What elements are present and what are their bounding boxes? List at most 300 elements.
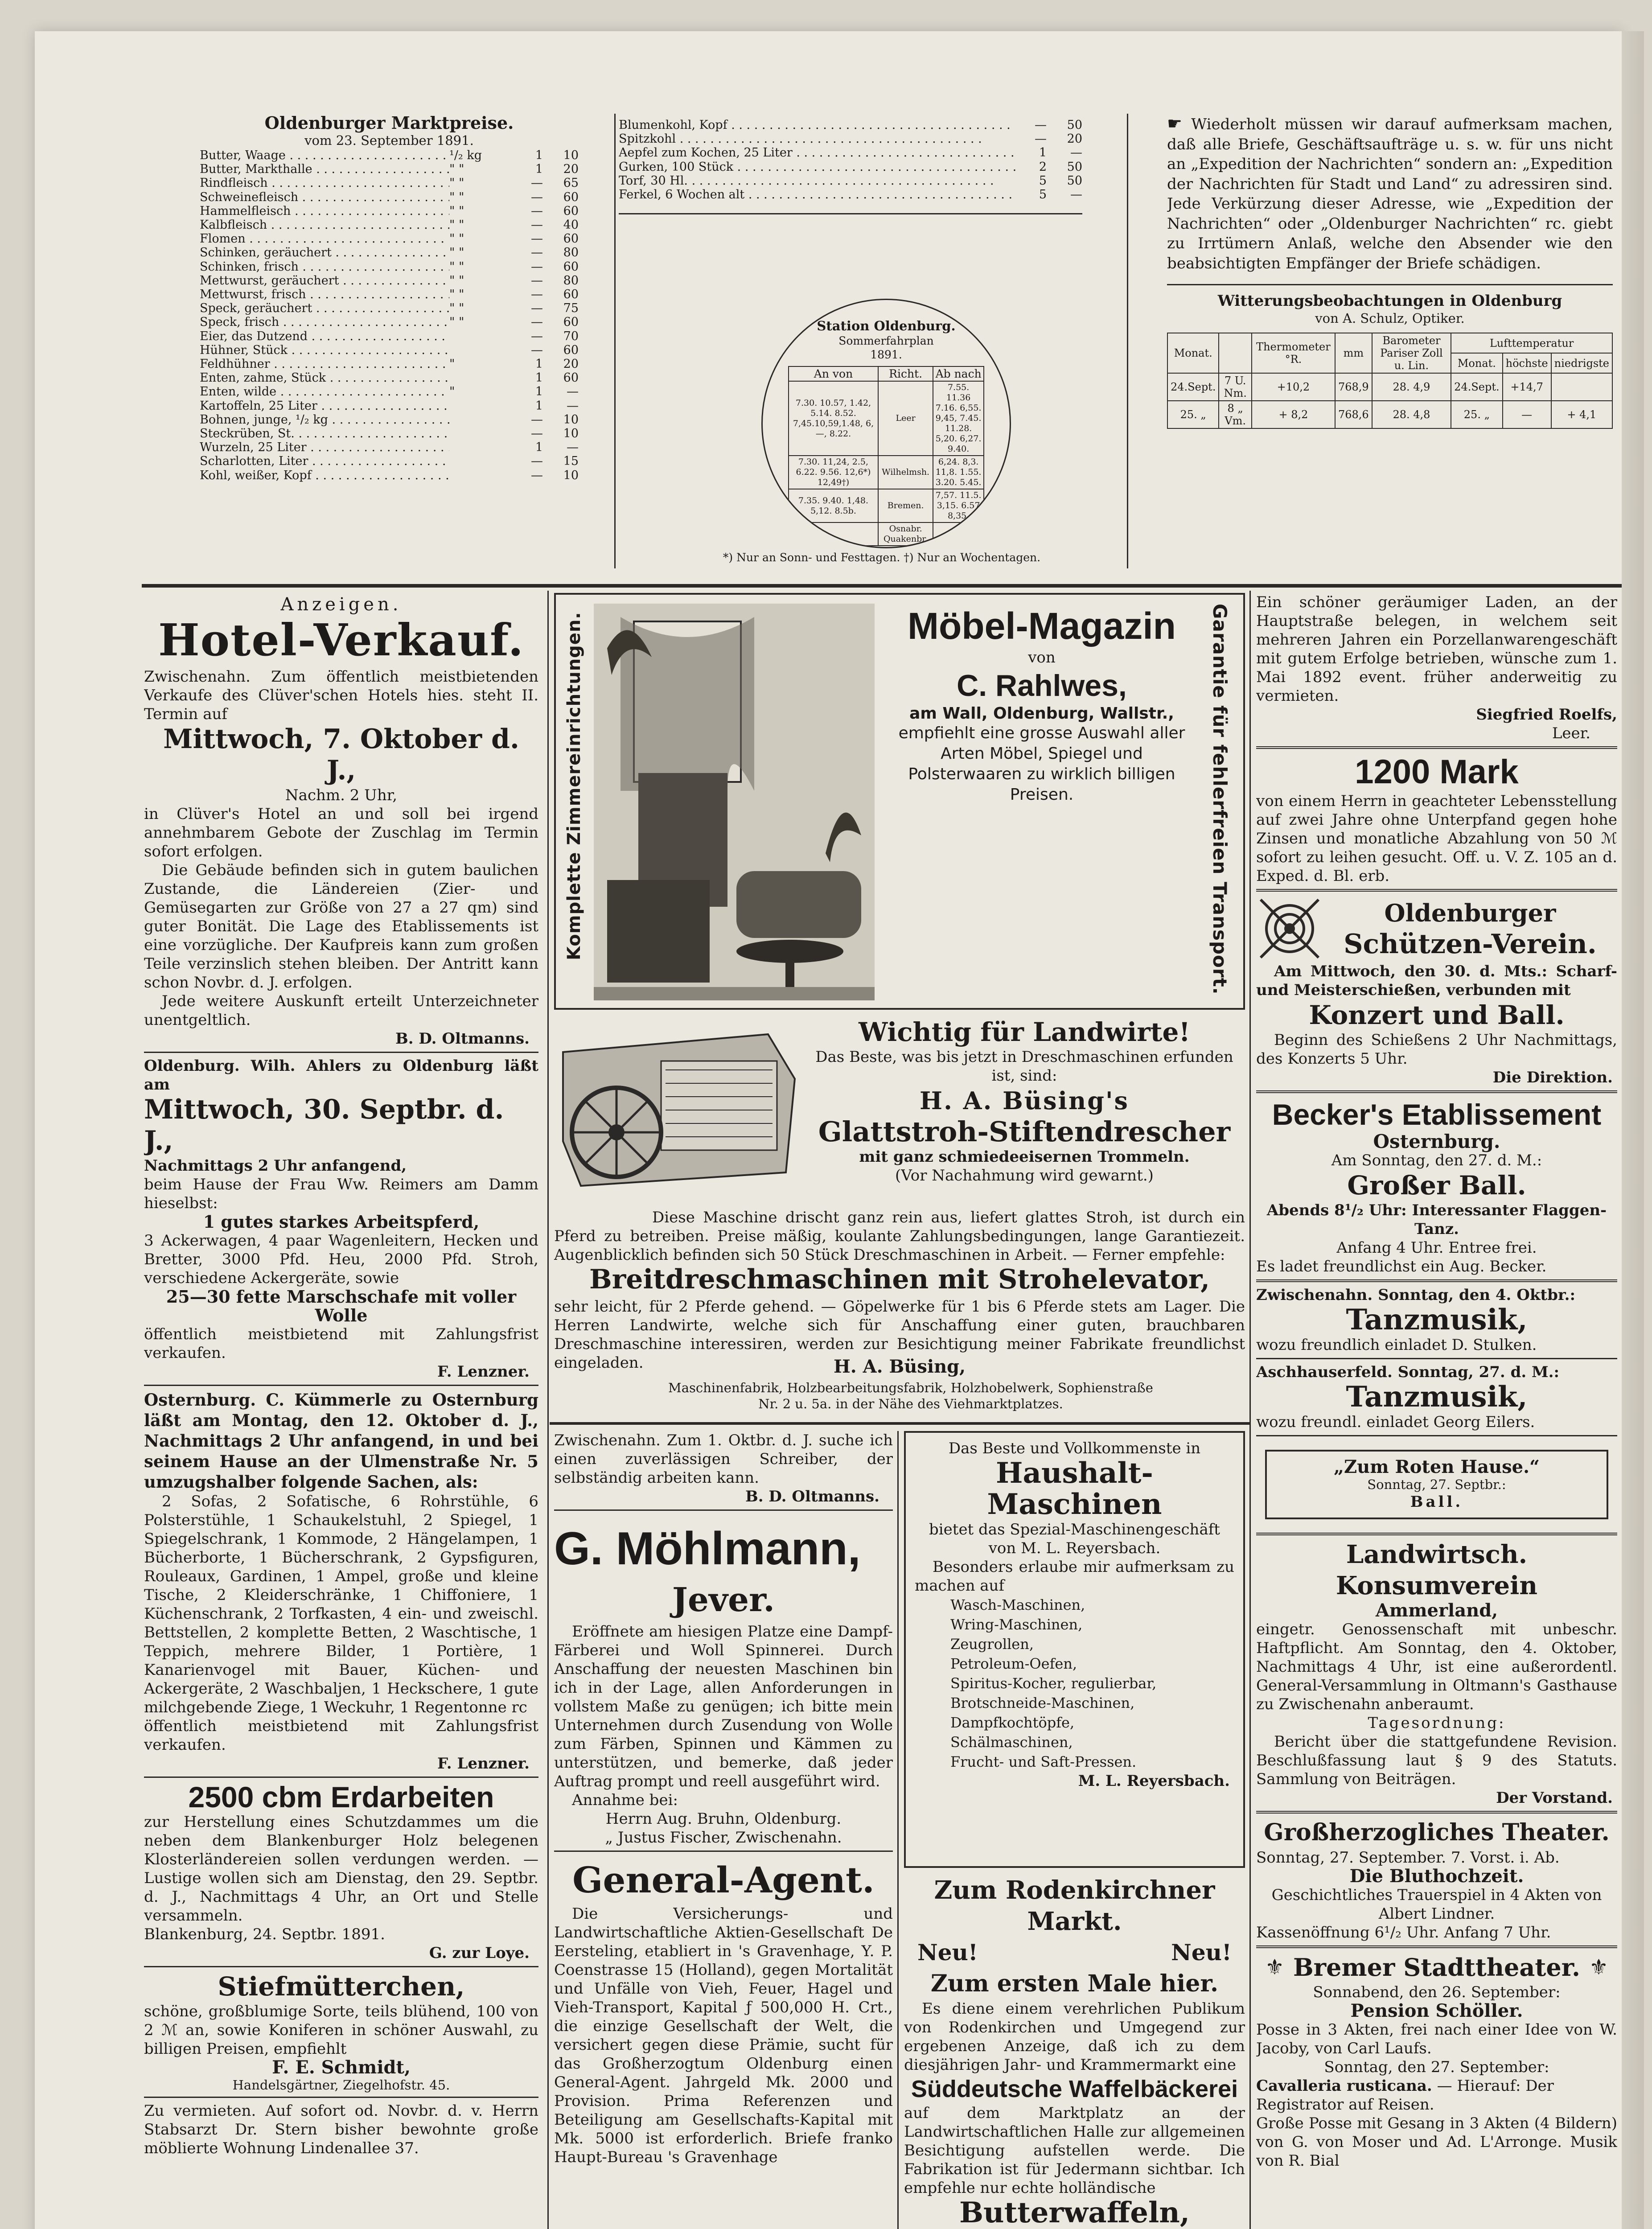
market-price-row [200, 288, 579, 301]
item-mark: 2 [1039, 160, 1047, 174]
haushalt-text-3: Besonders erlaube mir aufmerksam zu machen auf [915, 1558, 1234, 1595]
station-year: 1891. [870, 348, 902, 361]
kuemmerle-signature: F. Lenzner. [437, 1755, 530, 1773]
moehlmann-text: Eröffnete am hiesigen Platze eine Dampf-Färberei und Woll Spinnerei. Durch Anschaffung der neuesten Maschinen bin ich in der Lage, allen Anforderungen in vollstem Maße zu genügen; ich bitte mein Unternehmen durch Zusendung von Wolle zum Färben, Spinnen und Kämmen zu unterstützen, und bemerke, daß jeder Auftrag prompt und reell ausgeführt wird. [554, 1623, 893, 1790]
item-pfennig: 60 [563, 288, 579, 302]
item-mark: 1 [535, 148, 543, 162]
weather-head-time [1219, 333, 1251, 373]
item-pfennig: — [1070, 146, 1082, 160]
aschhauserfeld-text-2: wozu freundl. einladet Georg Eilers. [1256, 1413, 1535, 1431]
item-mark: 1 [535, 357, 543, 371]
item-mark: — [1035, 132, 1047, 146]
hotel-title: Hotel-Verkauf. [158, 615, 524, 666]
furniture-illustration [594, 604, 875, 1000]
erdarbeiten-signature: G. zur Loye. [429, 1944, 530, 1962]
hotel-text-2: in Clüver's Hotel an und soll bei irgend annehmbarem Gebote der Zuschlag im Termin sofort erfolgen. [144, 805, 538, 860]
theater-title: Großherzogliches Theater. [1264, 1819, 1610, 1846]
timetable-cell: 7.30. 10.57, 1.42, 5.14. 8.52. 7,45.10,59,1.48, 6,—, 8.22. [789, 381, 878, 456]
item-unit: " " [449, 288, 464, 302]
item-name: Feldhühner . . . [200, 357, 449, 371]
konsumverein-title: Landwirtsch. Konsumverein [1336, 1540, 1538, 1600]
moebel-title: Möbel-Magazin [908, 605, 1176, 647]
timetable-head-dir: Richt. [878, 366, 933, 381]
ahlers-time: Nachmittags 2 Uhr anfangend, [144, 1157, 407, 1175]
weather-cell: +14,7 [1503, 373, 1551, 401]
bremen-crest-icon: ⚜ [1265, 1955, 1285, 1980]
stiefmuetterchen-text: schöne, großblumige Sorte, teils blühend, 100 von 2 ℳ an, sowie Koniferen in schöner Auswahl, zu billigen Preisen, empfiehlt [144, 2003, 538, 2058]
stiftendrescher-title: Glattstroh-Stiftendrescher [818, 1115, 1231, 1148]
item-pfennig: 60 [563, 371, 579, 385]
address-notice [1167, 114, 1613, 273]
item-unit: " " [449, 273, 464, 288]
schuetzen-header [1256, 895, 1617, 962]
timetable-cell: Osnabr. Quakenbr. [878, 522, 933, 546]
item-name: Kartoffeln, 25 Liter . . . [200, 399, 449, 413]
aschhauserfeld-text: Aschhauserfeld. Sonntag, 27. d. M.: [1256, 1363, 1560, 1381]
weather-cell [1551, 373, 1612, 401]
item-mark: 1 [535, 385, 543, 399]
ads-heading: Anzeigen. [280, 595, 402, 615]
weather-cell: 24.Sept. [1167, 373, 1219, 401]
item-name: Flomen . . . [200, 232, 449, 246]
item-mark: — [531, 412, 543, 427]
theater-text-1: Sonntag, 27. September. 7. Vorst. i. Ab. [1256, 1849, 1560, 1867]
item-mark: — [531, 301, 543, 316]
market-price-row [200, 190, 579, 204]
item-pfennig: 60 [563, 259, 579, 274]
item-unit [449, 427, 512, 440]
item-pfennig: 20 [1067, 132, 1082, 146]
1200-mark-text: von einem Herrn in geachteter Lebensstellung auf zwei Jahre ohne Unterpfand gegen hohe Zinsen und monatliche Abzahlung von 50 ℳ sofort zu leihen gesucht. Off. u. V. Z. 105 an d. Exped. d. Bl. erb. [1256, 792, 1617, 885]
bremer-text-1: Sonnabend, den 26. September: [1313, 1983, 1561, 2001]
item-name: Enten, wilde . . . [200, 385, 449, 399]
item-pfennig: — [1070, 188, 1082, 202]
market-price-row [200, 162, 579, 176]
laden-signature: Siegfried Roelfs, [1476, 706, 1617, 724]
item-name: Eier, das Dutzend . . . [200, 329, 449, 343]
item-unit: " [449, 357, 455, 371]
rodenkirchen-text-2: auf dem Marktplatz an der Landwirtschaftlichen Halle zur allgemeinen Besichtigung aufstellen werde. Die Fabrikation ist für Jedermann sichtbar. Ich empfehle nur echte holländische [904, 2104, 1245, 2197]
ahlers-text-2: beim Hause der Frau Ww. Reimers am Damm hieselbst: [144, 1176, 538, 1212]
haushalt-item-list [915, 1595, 1234, 1772]
moehlmann-title: G. Möhlmann, [554, 1523, 861, 1575]
weather-cell: 25. „ [1451, 401, 1502, 428]
market-price-row [200, 218, 579, 232]
schuetzen-title-1: Oldenburger [1384, 899, 1556, 927]
laden-text: Ein schöner geräumiger Laden, an der Hauptstraße belegen, in welchem seit mehreren Jahren ein Porzellanwarengeschäft mit gutem Erfolge betrieben, wünsche zum 1. Mai 1892 event. früher anderweitig zu vermieten. [1256, 593, 1617, 705]
landwirte-title: Wichtig für Landwirte! [859, 1017, 1190, 1047]
weather-head-min: niedrigste [1551, 353, 1612, 373]
market-price-row [200, 232, 579, 246]
item-mark: — [531, 454, 543, 469]
market-title: Oldenburger Marktpreise. [264, 114, 514, 133]
item-name: Butter, Markthalle . . . [200, 162, 449, 176]
zwischenahn-signature: B. D. Oltmanns. [745, 1488, 879, 1505]
item-pfennig: 40 [563, 218, 579, 232]
timetable-row [789, 489, 984, 522]
item-mark: — [531, 259, 543, 274]
roten-hause-box [1265, 1450, 1608, 1519]
market-price-row [200, 357, 579, 371]
pointing-hand-icon: ☛ [1167, 114, 1192, 133]
item-mark: — [531, 190, 543, 204]
weather-cell: + 8,2 [1252, 401, 1335, 428]
item-mark: — [531, 176, 543, 190]
item-unit: " " [449, 162, 464, 177]
bremer-header [1256, 1952, 1617, 1983]
weather-cell: 28. 4,9 [1372, 373, 1451, 401]
weather-head-baro: Barometer Pariser Zoll u. Lin. [1372, 333, 1451, 373]
timetable-cell: 6,24. 8,3. 11,8. 1.55. 3.20. 5.45. [933, 456, 984, 489]
weather-cell: +10,2 [1252, 373, 1335, 401]
bremer-text-5: Große Posse mit Gesang in 3 Akten (4 Bildern) von G. von Moser und Ad. L'Arronge. Musik von R. Bial [1256, 2114, 1617, 2170]
stiefmuetterchen-signature: F. E. Schmidt, [272, 2057, 411, 2078]
zwischenahn-tanz-text-2: wozu freundlich einladet D. Stulken. [1256, 1336, 1537, 1354]
rodenkirchen-text-1: Es diene einem verehrlichen Publikum von Rodenkirchen und Umgegend zur ergebenen Anzeige, daß ich zu dem diesjährigen Jahr- und Krammermarkt eine [904, 2000, 1245, 2074]
haushalt-item: Schälmaschinen, [950, 1734, 1073, 1751]
laden-city: Leer. [1552, 724, 1590, 742]
item-unit [449, 469, 512, 482]
market-price-row [619, 174, 1082, 188]
bremer-play-2: Cavalleria rusticana. [1256, 2077, 1432, 2095]
item-name: Blumenkohl, Kopf . . . [619, 118, 1015, 132]
item-mark: 1 [1039, 146, 1047, 160]
roten-hause-ball: Ball. [1410, 1493, 1463, 1511]
market-price-list [200, 148, 579, 482]
item-pfennig: 60 [563, 190, 579, 204]
item-mark: 5 [1039, 188, 1047, 202]
bremer-play-1: Pension Schöller. [1350, 2000, 1523, 2021]
item-name: Schinken, geräuchert . . . [200, 246, 449, 259]
bremer-text-4: — Hierauf: Der Registrator auf Reisen. [1256, 2077, 1554, 2114]
item-name: Kohl, weißer, Kopf . . . [200, 469, 449, 482]
market-price-row [200, 315, 579, 329]
bremer-title: Bremer Stadttheater. [1293, 1953, 1580, 1982]
market-price-row [619, 132, 1082, 146]
timetable-cell: Bremen. [878, 489, 933, 522]
becker-subtitle: Osternburg. [1373, 1131, 1500, 1152]
item-name: Mettwurst, frisch . . . [200, 288, 449, 301]
item-name: Kalbfleisch . . . [200, 218, 449, 232]
konsumverein-text: eingetr. Genossenschaft mit unbeschr. Haftpflicht. Am Sonntag, den 4. Oktober, Nachmittags 4 Uhr, ist eine außerordentl. General-Versammlung in Oltmann's Gasthause zu Zwischenahn anberaumt. [1256, 1620, 1617, 1713]
rodenkirchen-ad [904, 1875, 1245, 2229]
haushalt-item: Brotschneide-Maschinen, [950, 1694, 1135, 1711]
market-price-row [200, 454, 579, 468]
ahlers-signature: F. Lenzner. [437, 1363, 530, 1381]
theater-text-3: Kassenöffnung 6¹/₂ Uhr. Anfang 7 Uhr. [1256, 1924, 1551, 1941]
moebel-address: am Wall, Oldenburg, Wallstr., [909, 704, 1174, 723]
item-unit: " [449, 385, 455, 399]
weather-head-air: Lufttemperatur [1451, 333, 1612, 353]
item-unit: " " [449, 218, 464, 232]
item-unit: " " [449, 232, 464, 246]
item-pfennig: 60 [563, 232, 579, 246]
timetable-cell: Leer [878, 381, 933, 456]
tanzmusik-1: Tanzmusik, [1346, 1303, 1528, 1337]
stiefmuetterchen-title: Stiefmütterchen, [218, 1971, 465, 2002]
weather-head-month2: Monat. [1451, 353, 1502, 373]
item-unit [449, 454, 512, 468]
item-name: Hühner, Stück . . . [200, 343, 449, 357]
column-3 [1256, 593, 1617, 2229]
vertical-left-text: Komplette Zimmereinrichtungen. [564, 612, 584, 960]
item-mark: 1 [535, 440, 543, 455]
roten-hause-date: Sonntag, 27. Septbr.: [1367, 1477, 1506, 1492]
landwirte-ad [554, 1016, 1245, 1422]
item-name: Schinken, frisch . . . [200, 260, 449, 274]
weather-by: von A. Schulz, Optiker. [1315, 311, 1465, 326]
weather-cell: 768,9 [1335, 373, 1372, 401]
station-title: Station Oldenburg. [817, 318, 956, 333]
item-unit: " " [449, 190, 464, 204]
becker-text-2: Abends 8¹/₂ Uhr: Interessanter Flaggen-Tanz. [1266, 1201, 1607, 1238]
timetable-head-from: An von [789, 366, 878, 381]
bremer-text-2: Posse in 3 Akten, frei nach einer Idee von W. Jacoby, von Carl Laufs. [1256, 2021, 1617, 2057]
becker-text-1: Am Sonntag, den 27. d. M.: [1331, 1152, 1542, 1169]
hotel-signature: B. D. Oltmanns. [395, 1030, 530, 1048]
ahlers-text-4: öffentlich meistbietend mit Zahlungsfrist verkaufen. [144, 1325, 538, 1362]
item-mark: — [1035, 118, 1047, 132]
item-name: Aepfel zum Kochen, 25 Liter . . . [619, 146, 1015, 160]
item-unit: " " [449, 259, 464, 274]
item-mark: — [531, 288, 543, 302]
moehlmann-annahme: Annahme bei: [572, 1791, 678, 1809]
moebel-magazin-ad [554, 593, 1245, 1010]
item-pfennig: 80 [563, 246, 579, 260]
moehlmann-city: Jever. [672, 1581, 775, 1619]
market-prices-section [200, 114, 579, 577]
market-price-row [200, 246, 579, 259]
item-unit [449, 399, 512, 413]
item-mark: — [531, 427, 543, 441]
haushalt-item: Frucht- und Saft-Pressen. [950, 1753, 1137, 1770]
item-mark: — [531, 273, 543, 288]
1200-mark-title: 1200 Mark [1355, 753, 1519, 791]
schuetzen-text-2: Beginn des Schießens 2 Uhr Nachmittags, des Konzerts 5 Uhr. [1256, 1031, 1617, 1068]
konsumverein-agenda: Bericht über die stattgefundene Revision. Beschlußfassung laut § 9 des Statuts. Sammlung von Beiträgen. [1256, 1733, 1617, 1788]
station-subtitle: Sommerfahrplan [838, 334, 934, 347]
vertical-right-text: Garantie für fehlerfreien Transport. [1209, 604, 1231, 995]
weather-cell: 25. „ [1167, 401, 1219, 428]
neu-row [904, 1937, 1245, 1968]
ahlers-date: Mittwoch, 30. Septbr. d. J., [144, 1094, 504, 1156]
bremen-crest-icon-right: ⚜ [1589, 1955, 1609, 1980]
landwirte-text-4: Diese Maschine drischt ganz rein aus, liefert glattes Stroh, ist durch ein Pferd zu betreiben. Preise mäßig, koulante Zahlungsbedingungen, lange Garantiezeit. Augenblicklich befinden sich 50 Stück Dreschmaschinen in Arbeit. — Ferner empfehle: [554, 1209, 1245, 1264]
item-pfennig: 20 [563, 357, 579, 371]
item-mark: — [531, 246, 543, 260]
item-pfennig: 70 [563, 329, 579, 343]
market-price-row [200, 440, 579, 454]
hotel-text-1: Zwischenahn. Zum öffentlich meistbietenden Verkaufe des Clüver'schen Hotels hies. steht II. Termin auf [144, 668, 538, 723]
becker-ball: Großer Ball. [1347, 1170, 1526, 1201]
timetable [788, 366, 984, 546]
becker-text-3: Anfang 4 Uhr. Entree frei. [1336, 1239, 1537, 1257]
item-pfennig: 10 [563, 427, 579, 441]
station-footnote: *) Nur an Sonn- und Festtagen. †) Nur an Wochentagen. [723, 551, 1041, 564]
haushalt-text-2: bietet das Spezial-Maschinengeschäft von M. L. Reyersbach. [929, 1521, 1220, 1557]
haushalt-item: Wasch-Maschinen, [950, 1596, 1085, 1613]
market-price-row [619, 160, 1082, 174]
weather-table [1167, 333, 1613, 429]
schuetzen-text-1: Am Mittwoch, den 30. d. Mts.: Scharf- und Meisterschießen, verbunden mit [1256, 962, 1617, 999]
market-price-row [200, 176, 579, 190]
item-name: Torf, 30 Hl. . . . [619, 174, 1015, 188]
item-pfennig: 10 [563, 412, 579, 427]
hotel-time: Nachm. 2 Uhr, [285, 786, 398, 804]
general-agent-title: General-Agent. [572, 1859, 875, 1901]
timetable-cell: 7,57. 11.5. 3,15. 6.57 8,35. [933, 489, 984, 522]
zwischenahn-tanz-text: Zwischenahn. Sonntag, den 4. Oktbr.: [1256, 1286, 1576, 1304]
timetable-row [789, 381, 984, 456]
bremer-text-3: Sonntag, den 27. September: [1324, 2058, 1549, 2076]
market-price-row [200, 385, 579, 399]
market-price-row [200, 371, 579, 385]
haushalt-text-1: Das Beste und Vollkommenste in [948, 1439, 1201, 1457]
haushalt-item: Dampfkochtöpfe, [950, 1714, 1075, 1731]
market-price-row [619, 146, 1082, 160]
general-agent-text: Die Versicherungs- und Landwirtschaftliche Aktien-Gesellschaft De Eersteling, etabliert in 's Gravenhage, Y. P. Coenstrasse 15 (Holland), gegen Mortalität und Unfälle von Vieh, Feuer, Hagel und Vieh-Transport, Kapital ƒ 500,000 H. Crt., die einzige Gesellschaft der Welt, die versichert gegen diese Prämie, sucht für das Großherzogtum Oldenburg einen General-Agent. Jahrgeld Mk. 2000 und Provision. Prima Referenzen und Beteiligung am Gesellschafts-Kapital mit Mk. 5000 ist erforderlich. Briefe franko Haupt-Bureau 's Gravenhage [554, 1905, 893, 2166]
theater-play: Die Bluthochzeit. [1349, 1866, 1524, 1887]
timetable-cell: 7.30. 11,24, 2.5, 6.22. 9.56. 12,6*) 12,49†) [789, 456, 878, 489]
theater-text-2: Geschichtliches Trauerspiel in 4 Akten von Albert Lindner. [1271, 1886, 1602, 1923]
timetable-cell: 7.55. 11.36 7.16. 6,55. 9,45, 7.45. 11.28. 5,20. 6,27. 9.40. [933, 381, 984, 456]
item-mark: — [531, 468, 543, 482]
item-pfennig: 65 [563, 176, 579, 190]
hotel-text-4: Jede weitere Auskunft erteilt Unterzeichneter unentgeltlich. [144, 992, 538, 1029]
haushalt-title: Haushalt-Maschinen [987, 1456, 1162, 1521]
item-name: Wurzeln, 25 Liter . . . [200, 440, 449, 454]
item-pfennig: 80 [563, 273, 579, 288]
market-price-row [200, 413, 579, 427]
item-pfennig: 20 [563, 162, 579, 177]
market-price-row [200, 427, 579, 440]
schuetzen-title-3: Konzert und Ball. [1309, 1000, 1565, 1030]
konsumverein-agenda-title: Tagesordnung: [1368, 1714, 1506, 1732]
waffelbaeckerei-title: Süddeutsche Waffelbäckerei [911, 2076, 1238, 2102]
item-pfennig: 60 [563, 343, 579, 357]
schuetzen-signature: Die Direktion. [1492, 1069, 1613, 1086]
timetable-row [789, 456, 984, 489]
item-unit [449, 371, 512, 385]
item-unit: " " [449, 246, 464, 260]
market-price-row [200, 469, 579, 482]
weather-cell: 28. 4,8 [1372, 401, 1451, 428]
breitdresch-title: Breitdreschmaschinen mit Strohelevator, [589, 1264, 1210, 1295]
item-name: Rindfleisch . . . [200, 176, 449, 190]
weather-head-therm: Thermometer °R. [1252, 333, 1335, 373]
buesing-name: H. A. Büsing's [920, 1086, 1129, 1115]
item-pfennig: 50 [1067, 160, 1082, 174]
item-unit: " " [449, 301, 464, 316]
train-timetable-badge [761, 299, 1011, 548]
konsumverein-subtitle: Ammerland, [1375, 1600, 1498, 1621]
landwirte-text-1: Das Beste, was bis jetzt in Dreschmaschinen erfunden ist, sind: [815, 1048, 1233, 1085]
item-name: Hammelfleisch . . . [200, 204, 449, 218]
moebel-name: C. Rahlwes, [957, 669, 1127, 703]
neu-right: Neu! [1171, 1939, 1232, 1966]
weather-head-mm: mm [1335, 333, 1372, 373]
buesing-signature: H. A. Büsing, [833, 1356, 966, 1377]
item-unit: ¹/₂ kg [449, 148, 482, 162]
zwischenahn-text: Zwischenahn. Zum 1. Oktbr. d. J. suche ich einen zuverlässigen Schreiber, der selbständig arbeiten kann. [554, 1431, 893, 1487]
item-mark: — [531, 329, 543, 343]
market-price-row [200, 204, 579, 218]
vermieten-text: Zu vermieten. Auf sofort od. Novbr. d. v. Herrn Stabsarzt Dr. Stern bisher bewohnte große möblierte Wohnung Lindenallee 37. [144, 2102, 538, 2157]
haushalt-signature: M. L. Reyersbach. [1078, 1772, 1230, 1790]
item-mark: — [531, 343, 543, 357]
item-name: Enten, zahme, Stück . . . [200, 371, 449, 385]
hotel-text-3: Die Gebäude befinden sich in gutem baulichen Zustande, die Ländereien (Zier- und Gemüsegarten zur Größe von 27 a 27 qm) sind guter Bonität. Die Lage des Etablissements ist eine vorzügliche. Der Kaufpreis kann zum großen Teile verzinslich stehen bleiben. Der Antritt kann schon Novbr. d. J. erfolgen. [144, 861, 538, 991]
timetable-cell: Wilhelmsh. [878, 456, 933, 489]
item-pfennig: — [567, 399, 579, 413]
item-name: Spitzkohl . . . [619, 132, 1015, 146]
neu-left: Neu! [917, 1939, 978, 1966]
item-pfennig: — [567, 385, 579, 399]
item-name: Bohnen, junge, ¹/₂ kg . . . [200, 413, 449, 427]
market-price-row [619, 118, 1082, 132]
item-pfennig: 60 [563, 315, 579, 329]
weather-row [1167, 373, 1612, 401]
market-price-row [619, 188, 1082, 202]
schuetzen-title-2: Schützen-Verein. [1344, 929, 1597, 960]
ahlers-horse: 1 gutes starkes Arbeitspferd, [203, 1212, 480, 1232]
erdarbeiten-text: zur Herstellung eines Schutzdammes um die neben dem Blankenburger Holz belegenen Klosterländereien sollen verdungen werden. — Lustige wollen sich am Dienstag, den 29. Septbr. d. J., Nachmittags 4 Uhr, an Ort und Stelle versammeln. [144, 1813, 538, 1925]
kuemmerle-text-1: Osternburg. C. Kümmerle zu Osternburg läßt am Montag, den 12. Oktober d. J., Nachmittags 2 Uhr anfangend, in und bei seinem Hause an der Ulmenstraße Nr. 5 umzugshalber folgende Sachen, als: [144, 1390, 538, 1492]
item-mark: — [531, 204, 543, 218]
ahlers-text-3: 3 Ackerwagen, 4 paar Wagenleitern, Hecken und Bretter, 3000 Pfd. Heu, 2000 Pfd. Stroh, verschiedene Ackergeräte, sowie [144, 1232, 538, 1287]
market-price-row [200, 399, 579, 413]
item-name: Scharlotten, Liter . . . [200, 454, 449, 468]
item-unit [449, 343, 512, 357]
item-pfennig: 15 [563, 454, 579, 469]
haushalt-item: Zeugrollen, [950, 1636, 1034, 1653]
butterwaffeln-title: Butterwaffeln, [959, 2196, 1190, 2229]
timetable-head-to: Ab nach [933, 366, 984, 381]
newspaper-page [35, 31, 1622, 2229]
market-price-row [200, 301, 579, 315]
haushalt-maschinen-ad [904, 1431, 1245, 1868]
haushalt-item: Spiritus-Kocher, regulierbar, [950, 1675, 1157, 1692]
item-unit: " " [449, 176, 464, 190]
ahlers-sheep: 25—30 fette Marschschafe mit voller Wolle [166, 1287, 517, 1325]
timetable-cell: 7.35. 9.40. 1,48. 5,12. 8.5b. [789, 489, 878, 522]
moebel-text: empfiehlt eine grosse Auswahl aller Arten Möbel, Spiegel und Polsterwaaren zu wirklich billigen Preisen. [898, 724, 1185, 804]
item-pfennig: 75 [563, 301, 579, 316]
item-mark: 1 [535, 162, 543, 177]
item-name: Speck, geräuchert . . . [200, 301, 449, 315]
erdarbeiten-title: 2500 cbm Erdarbeiten [188, 1781, 494, 1814]
haushalt-item: Wring-Maschinen, [950, 1616, 1083, 1633]
haushalt-item: Petroleum-Oefen, [950, 1655, 1077, 1672]
weather-row [1167, 401, 1612, 428]
roten-hause-title: „Zum Roten Hause.“ [1333, 1456, 1540, 1477]
column-1 [144, 595, 538, 2229]
thresher-illustration [554, 1025, 799, 1195]
item-unit: " " [449, 315, 464, 329]
item-unit [449, 329, 512, 343]
item-name: Schweinefleisch . . . [200, 190, 449, 204]
market-price-row [200, 343, 579, 357]
tanzmusik-2: Tanzmusik, [1346, 1380, 1528, 1414]
landwirte-text-5: sehr leicht, für 2 Pferde gehend. — Göpelwerke für 1 bis 6 Pferde stets am Lager. Die Herren Landwirte, welche sich für Anschaffung einer guten, brauchbaren Dreschmaschine interessiren, werden zur Besichtigung meiner Fabrikate freundlichst eingeladen. [554, 1298, 1245, 1372]
item-pfennig: 10 [563, 148, 579, 162]
item-unit [449, 413, 512, 427]
item-mark: — [531, 315, 543, 329]
item-name: Speck, frisch . . . [200, 315, 449, 329]
weather-cell: — [1503, 401, 1551, 428]
market-price-list-2 [619, 118, 1082, 202]
moehlmann-agent-2: „ Justus Fischer, Zwischenahn. [605, 1829, 842, 1847]
